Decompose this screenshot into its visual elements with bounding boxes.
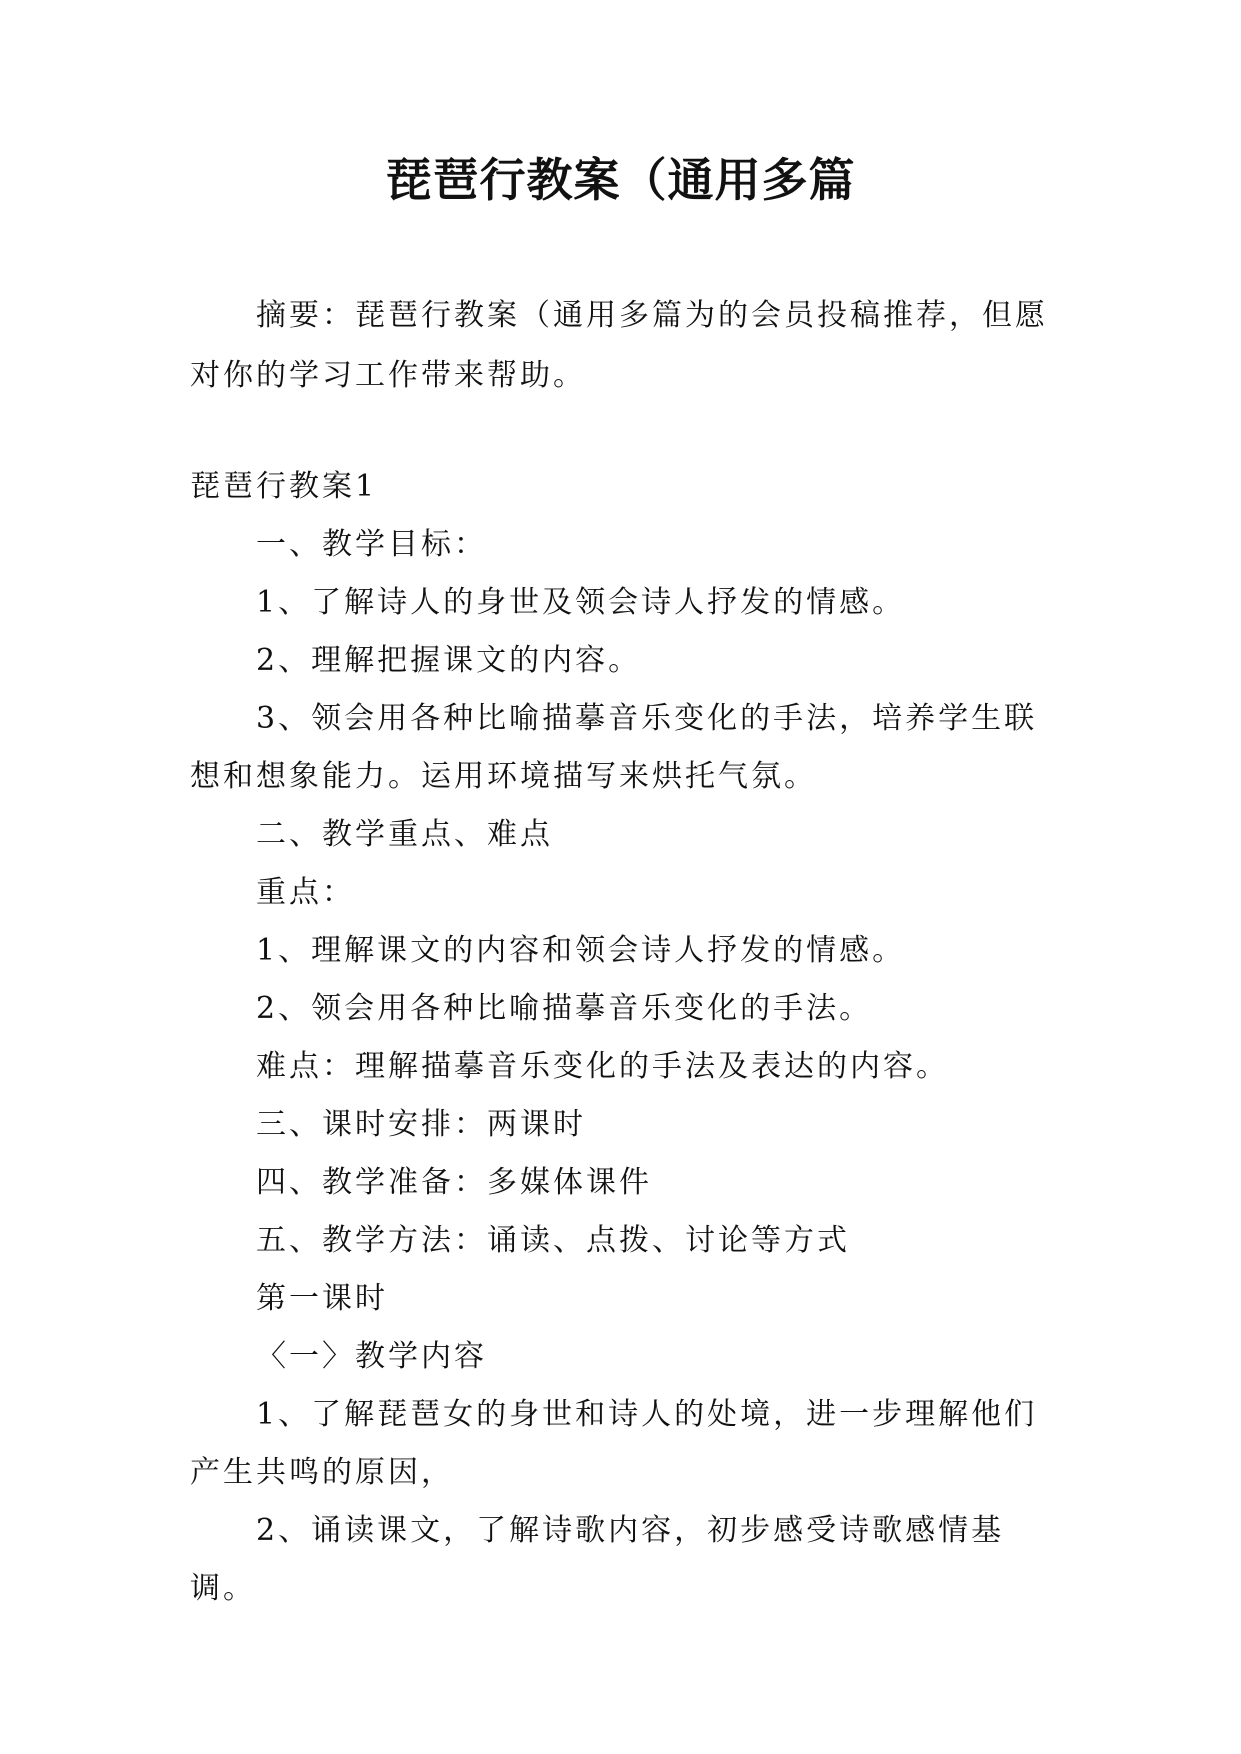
paragraph-content-1: 1、了解琵琶女的身世和诗人的处境，进一步理解他们产生共鸣的原因， [190,1397,1038,1490]
section-heading-plan-1: 琵琶行教案1 [190,469,378,504]
paragraph-content-2: 2、诵读课文，了解诗歌内容，初步感受诗歌感情基调。 [190,1513,1005,1606]
paragraph-key-2: 2、领会用各种比喻描摹音乐变化的手法。 [256,991,873,1026]
abstract-paragraph: 摘要：琵琶行教案（通用多篇为的会员投稿推荐，但愿对你的学习工作带来帮助。 [190,298,1048,393]
paragraph-schedule: 三、课时安排：两课时 [256,1107,586,1142]
paragraph-goal-3: 3、领会用各种比喻描摹音乐变化的手法，培养学生联想和想象能力。运用环境描写来烘托气氛。 [190,701,1038,794]
paragraph-goal-1: 1、了解诗人的身世及领会诗人抒发的情感。 [256,585,906,620]
paragraph-preparation: 四、教学准备：多媒体课件 [256,1165,652,1200]
paragraph-key-points-heading: 二、教学重点、难点 [256,817,553,852]
paragraph-difficulty: 难点：理解描摹音乐变化的手法及表达的内容。 [256,1049,949,1084]
paragraph-teaching-goals: 一、教学目标： [256,527,487,562]
document-title: 琵琶行教案（通用多篇 [385,153,856,207]
document-body [190,458,1070,1618]
paragraph-first-lesson: 第一课时 [256,1281,388,1316]
paragraph-content-heading: 〈一〉教学内容 [256,1339,487,1374]
paragraph-goal-2: 2、理解把握课文的内容。 [256,643,642,678]
paragraph-key-1: 1、理解课文的内容和领会诗人抒发的情感。 [256,933,906,968]
paragraph-key-label: 重点： [256,875,355,910]
paragraph-methods: 五、教学方法：诵读、点拨、讨论等方式 [256,1223,850,1258]
